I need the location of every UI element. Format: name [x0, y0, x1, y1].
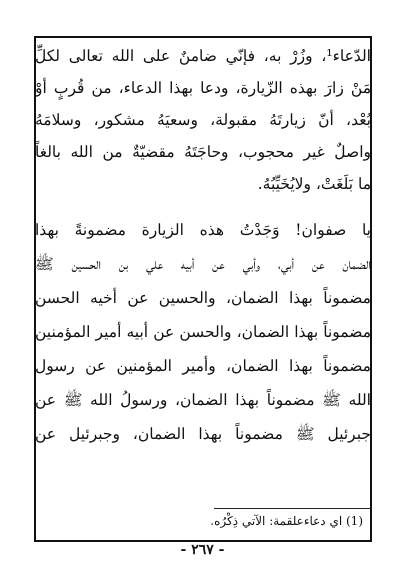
text-line: الدّعاء¹، وزُرْ به، فإنّي ضامنٌ على الله تعالى لكلِّ [35, 47, 371, 65]
text-line: جبرئيل ﷺ مضموناً بهذا الضمان، وجبرئيل عن [35, 425, 371, 443]
text-line: واصلٌ غير محجوب، وحاجَتَهُ مقضيّةٌ من الله بالغاً [35, 143, 371, 161]
text-line: الضمان عن أبي، وأبي عن أبيه علي بن الحسين ﷺ [35, 255, 371, 273]
text-line: مضموناً بهذا الضمان، وأمير المؤمنين عن رسول [35, 357, 371, 375]
footnote-divider [214, 508, 371, 509]
text-line: الله ﷺ مضموناً بهذا الضمان، ورسولُ الله ﷺ عن [35, 391, 371, 409]
text-line: ما بَلَغَتْ، ولايُخَيِّبُهُ. [257, 175, 371, 193]
text-line: مضموناً بهذا الضمان، والحسن عن أبيه أمير المؤمنين [35, 323, 371, 341]
footnote: (1) اي دعاءعلقمة: الآتي ذِكْرُه. [210, 514, 363, 528]
text-line: مَنْ زارَ بهذه الزّيارة، ودعا بهذا الدعاء، من قُربٍ أوْ [35, 79, 371, 97]
text-line: بُعْد، أنّ زيارتَهُ مقبولة، وسعيَهُ مشكور، وسلامَهُ [35, 111, 371, 129]
text-line: يا صفوان! وَجَدْتُ هذه الزيارة مضمونةً بهذا [35, 221, 371, 239]
text-line: مضموناً بهذا الضمان، والحسين عن أخيه الحسن [35, 289, 371, 307]
page-number: - ٢٦٧ - [180, 542, 225, 558]
